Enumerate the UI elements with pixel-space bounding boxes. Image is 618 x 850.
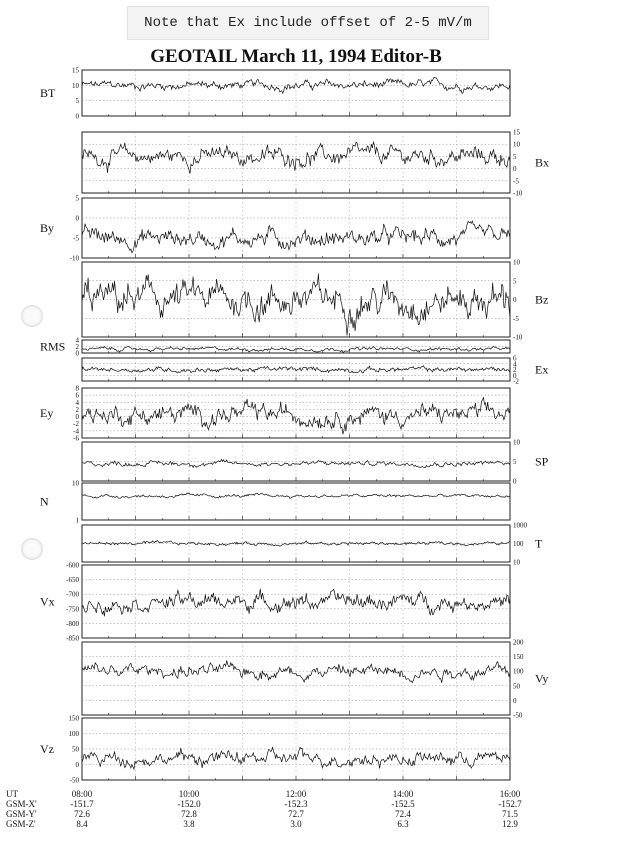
tick-label: -6 xyxy=(73,434,79,443)
axis-row-label: GSM-Z' xyxy=(6,819,36,829)
tick-label: -5 xyxy=(513,177,519,186)
axis-row-label: UT xyxy=(6,789,18,799)
tick-label: 10 xyxy=(72,81,79,90)
tick-label: 8 xyxy=(75,384,79,393)
tick-label: -800 xyxy=(66,619,79,628)
panel-label-sp: SP xyxy=(535,454,549,469)
gsm-x-value: -151.7 xyxy=(70,799,94,809)
tick-label: -10 xyxy=(513,333,523,342)
panel-label-n: N xyxy=(40,494,49,509)
tick-label: 1000 xyxy=(513,521,527,530)
tick-label: -5 xyxy=(513,314,519,323)
tick-label: -750 xyxy=(66,605,79,614)
tick-label: -50 xyxy=(513,711,523,720)
tick-label: 2 xyxy=(513,366,517,374)
series-trace-n xyxy=(82,493,510,498)
gsm-y-value: 72.8 xyxy=(181,809,197,819)
tick-label: 0 xyxy=(75,413,79,422)
ut-tick-label: 08:00 xyxy=(71,789,93,799)
gsm-y-value: 72.4 xyxy=(395,809,411,819)
gsm-x-value: -152.5 xyxy=(391,799,415,809)
panel-label-bx: Bx xyxy=(535,155,550,170)
tick-label: -2 xyxy=(73,420,79,429)
tick-label: -650 xyxy=(66,576,79,585)
gsm-y-value: 71.5 xyxy=(502,809,518,819)
series-trace-by xyxy=(82,221,510,253)
gsm-z-value: 8.4 xyxy=(76,819,88,829)
tick-label: -700 xyxy=(66,590,79,599)
tick-label: 1 xyxy=(75,516,79,525)
tick-label: 50 xyxy=(72,745,79,754)
tick-label: -50 xyxy=(69,776,79,785)
panel-label-by: By xyxy=(40,221,55,235)
panel-label-t: T xyxy=(535,536,543,551)
tick-label: 10 xyxy=(513,438,520,447)
offset-note: Note that Ex include offset of 2-5 mV/m xyxy=(127,6,489,40)
tick-label: 5 xyxy=(513,152,517,161)
tick-label: -4 xyxy=(73,427,79,436)
panel-label-bt: BT xyxy=(40,86,56,100)
tick-label: 2 xyxy=(75,405,79,414)
panel-label-vz: Vz xyxy=(40,742,54,756)
tick-label: 0 xyxy=(75,214,79,223)
tick-label: 0 xyxy=(513,165,517,174)
tick-label: 150 xyxy=(68,714,79,723)
tick-label: 10 xyxy=(72,479,79,488)
tick-label: 5 xyxy=(513,277,517,286)
ut-tick-label: 14:00 xyxy=(392,789,414,799)
tick-label: 6 xyxy=(75,391,79,400)
tick-label: 4 xyxy=(513,360,517,369)
tick-label: 15 xyxy=(72,66,79,75)
tick-label: 100 xyxy=(513,540,524,548)
axis-row-label: GSM-X' xyxy=(6,799,37,809)
tick-label: 2 xyxy=(75,343,79,351)
gsm-x-value: -152.7 xyxy=(498,799,522,809)
tick-label: -2 xyxy=(513,377,519,386)
tick-label: 5 xyxy=(75,97,79,106)
gsm-z-value: 6.3 xyxy=(397,819,409,829)
panel-label-vy: Vy xyxy=(535,671,549,686)
tick-label: 4 xyxy=(75,398,79,407)
tick-label: 6 xyxy=(513,354,517,363)
tick-label: 0 xyxy=(75,112,79,121)
tick-label: 4 xyxy=(75,336,79,345)
chart-title: GEOTAIL March 11, 1994 Editor-B xyxy=(150,46,442,67)
gsm-x-value: -152.3 xyxy=(284,799,308,809)
tick-label: 0 xyxy=(75,349,79,358)
axis-row-label: GSM-Y' xyxy=(6,809,37,819)
tick-label: -600 xyxy=(66,561,79,570)
tick-label: 10 xyxy=(513,258,520,267)
tick-label: 50 xyxy=(513,682,520,691)
tick-label: 0 xyxy=(75,761,79,769)
gsm-z-value: 12.9 xyxy=(502,819,518,829)
tick-label: 0 xyxy=(513,696,517,705)
tick-label: 100 xyxy=(513,667,524,676)
tick-label: 150 xyxy=(513,653,524,662)
tick-label: 10 xyxy=(513,558,520,567)
ut-tick-label: 10:00 xyxy=(178,789,200,799)
gsm-z-value: 3.0 xyxy=(290,819,302,829)
tick-label: 5 xyxy=(513,458,517,466)
tick-label: 200 xyxy=(513,638,524,647)
tick-label: -850 xyxy=(66,634,79,643)
tick-label: 10 xyxy=(513,140,520,149)
panel-label-ey: Ey xyxy=(40,406,54,420)
tick-label: 0 xyxy=(513,371,517,380)
tick-label: 100 xyxy=(68,730,79,738)
panel-label-vx: Vx xyxy=(40,594,55,609)
panel-frame-n xyxy=(82,483,510,520)
gsm-y-value: 72.6 xyxy=(74,809,90,819)
tick-label: 0 xyxy=(513,296,517,304)
tick-label: 15 xyxy=(513,128,520,137)
gsm-z-value: 3.8 xyxy=(183,819,195,829)
tick-label: 0 xyxy=(513,477,517,486)
panel-label-rms: RMS xyxy=(40,339,66,354)
panel-frame-bt xyxy=(82,70,510,116)
tick-label: -5 xyxy=(73,234,79,243)
gsm-y-value: 72.7 xyxy=(288,809,304,819)
ut-tick-label: 16:00 xyxy=(499,789,521,799)
tick-label: -10 xyxy=(513,189,523,198)
tick-label: -10 xyxy=(69,254,79,263)
panel-label-ex: Ex xyxy=(535,362,549,377)
panel-label-bz: Bz xyxy=(535,292,549,307)
gsm-x-value: -152.0 xyxy=(177,799,201,809)
tick-label: 5 xyxy=(75,194,79,203)
ut-tick-label: 12:00 xyxy=(285,789,307,799)
